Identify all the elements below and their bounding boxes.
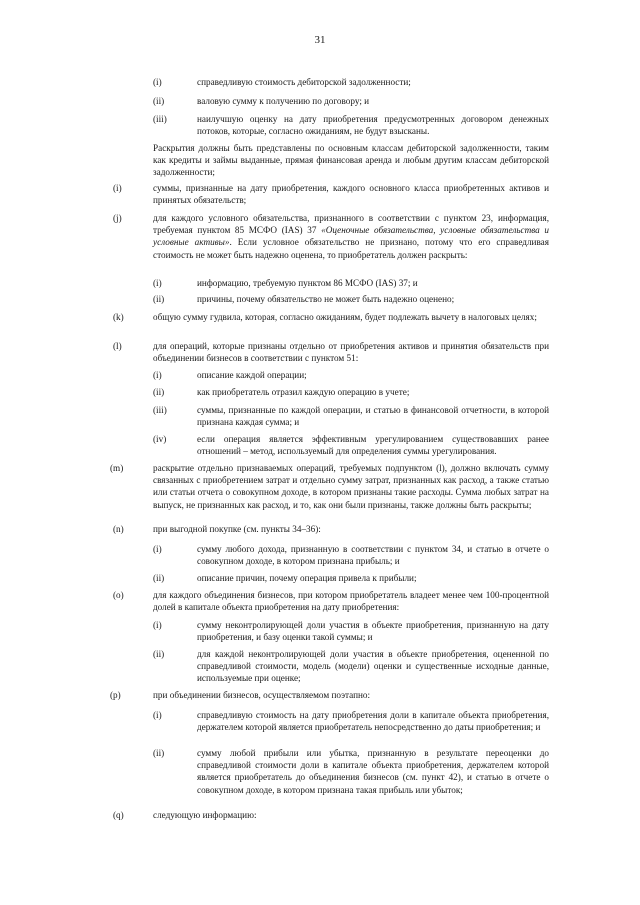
sub-item-label: (i) <box>153 370 162 380</box>
sub-item-text: справедливую стоимость на дату приобретения доли в капитале объекта приобретения, держателем которой является приобретатель непосредственно до даты приобретения; и <box>197 710 549 733</box>
item-label: (n) <box>113 524 124 534</box>
item-text: следующую информацию: <box>153 810 257 820</box>
item-label: (p) <box>110 690 121 700</box>
sub-item-label: (i) <box>153 77 162 87</box>
item-label: (m) <box>110 463 124 473</box>
sub-item-text: наилучшую оценку на дату приобретения предусмотренных договором денежных потоков, которые, согласно ожиданиям, не будут взысканы. <box>197 114 549 137</box>
sub-item-label: (i) <box>153 710 162 720</box>
item-text: для операций, которые признаны отдельно от приобретения активов и принятия обязательств при объединении бизнесов в соответствии с пунктом 51: <box>153 341 549 364</box>
disclosure-paragraph: Раскрытия должны быть представлены по основным классам дебиторской задолженности, таким как кредиты и займы выданные, прямая финансовая аренда и любым другим классам дебиторской задолженности; <box>153 143 549 178</box>
sub-item-label: (ii) <box>153 649 165 659</box>
sub-item-text: описание причин, почему операция привела к прибыли; <box>197 573 417 583</box>
sub-item-text: информацию, требуемую пунктом 86 МСФО (IAS) 37; и <box>197 278 418 288</box>
sub-item-label: (ii) <box>153 96 165 106</box>
sub-item-label: (iii) <box>153 405 167 415</box>
item-text: общую сумму гудвила, которая, согласно ожиданиям, будет подлежать вычету в налоговых целях; <box>153 312 537 322</box>
item-label: (q) <box>113 810 124 820</box>
item-text: суммы, признанные на дату приобретения, каждого основного класса приобретенных активов и принятых обязательств; <box>153 183 549 206</box>
sub-item-text: справедливую стоимость дебиторской задолженности; <box>197 77 411 87</box>
sub-item-label: (i) <box>153 544 162 554</box>
item-label: (j) <box>113 213 122 223</box>
item-label: (k) <box>113 312 124 322</box>
sub-item-text: сумму неконтролирующей доли участия в объекте приобретения, признанную на дату приобретения, и базу оценки такой суммы; и <box>197 620 549 643</box>
item-label: (i) <box>113 183 122 193</box>
item-text: для каждого объединения бизнесов, при котором приобретатель владеет менее чем 100-процентной долей в капитале объекта приобретения на дату приобретения: <box>153 590 549 613</box>
sub-item-text: для каждой неконтролирующей доли участия в объекте приобретения, оцененной по справедливой стоимости, модель (модели) оценки и существенные исходные данные, используемые при оценке; <box>197 649 549 684</box>
sub-item-text: сумму любого дохода, признанную в соответствии с пунктом 34, и статью в отчете о совокупном доходе, в котором признана прибыль; и <box>197 544 549 567</box>
sub-item-text: валовую сумму к получению по договору; и <box>197 96 370 106</box>
sub-item-text: описание каждой операции; <box>197 370 307 380</box>
sub-item-label: (iv) <box>153 434 167 444</box>
sub-item-text: причины, почему обязательство не может быть надежно оценено; <box>197 294 455 304</box>
sub-item-label: (iii) <box>153 114 167 124</box>
sub-item-label: (i) <box>153 278 162 288</box>
sub-item-label: (ii) <box>153 387 165 397</box>
sub-item-text: суммы, признанные по каждой операции, и статью в финансовой отчетности, в которой признана каждая сумма; и <box>197 405 549 428</box>
sub-item-label: (i) <box>153 620 162 630</box>
sub-item-text: сумму любой прибыли или убытка, признанную в результате переоценки до справедливой стоимости доли в капитале объекта приобретения, держателем которой является приобретатель до объединения бизнесов (см. пункт 42), и статью в отчете о совокупном доходе, в котором признана такая прибыль или убыток; <box>197 748 549 795</box>
page-number: 31 <box>314 34 326 46</box>
sub-item-text: если операция является эффективным урегулированием существовавших ранее отношений – метод, используемый для определения суммы урегулирования. <box>197 434 549 457</box>
sub-item-label: (ii) <box>153 294 165 304</box>
item-text: для каждого условного обязательства, признанного в соответствии с пунктом 23, информация, требуемая пунктом 85 МСФО (IAS) 37 «Оценочные обязательства, условные обязательства и условные активы». Если условное обязательство не признано, потому что его справедливая стоимость не может быть надежно оценена, то приобретатель должен раскрыть: <box>153 213 549 260</box>
item-label: (o) <box>113 590 124 600</box>
item-label: (l) <box>113 341 122 351</box>
sub-item-text: как приобретатель отразил каждую операцию в учете; <box>197 387 410 397</box>
sub-item-label: (ii) <box>153 748 165 758</box>
item-text: при выгодной покупке (см. пункты 34–36): <box>153 524 321 534</box>
item-text: раскрытие отдельно признаваемых операций, требуемых подпунктом (l), должно включать сумму связанных с приобретением затрат и отдельно сумму затрат, признанных как расход, а также статью или статьи отчета о совокупном доходе, в котором признаны такие расходы. Сумма любых затрат на выпуск, не признанных как расход, и то, как они были признаны, также должны быть раскрыты; <box>153 463 549 510</box>
item-text: при объединении бизнесов, осуществляемом поэтапно: <box>153 690 371 700</box>
sub-item-label: (ii) <box>153 573 165 583</box>
